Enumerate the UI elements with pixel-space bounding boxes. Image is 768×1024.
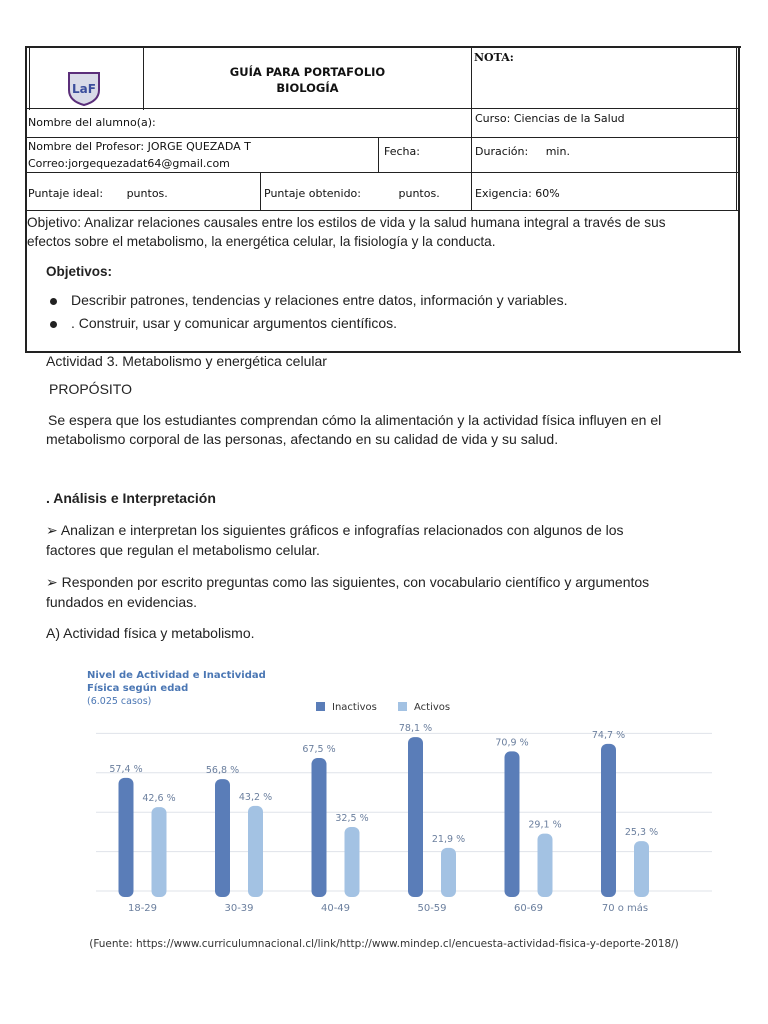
chart-bars [109, 723, 658, 897]
bar-value-label: 42,6 % [142, 793, 176, 805]
puntaje-obtenido-field: Puntaje obtenido: [264, 187, 361, 200]
x-tick-label: 60-69 [513, 903, 544, 914]
bar-value-label: 74,7 % [591, 729, 626, 741]
profesor-field: Nombre del Profesor: JORGE QUEZADA T [28, 140, 251, 153]
chart-note: (6.025 casos) [87, 696, 152, 707]
x-tick-label: 50-59 [417, 903, 447, 914]
exigencia-field: Exigencia: 60% [475, 187, 560, 200]
duracion-unit: min. [545, 145, 570, 158]
curso-field: Curso: Ciencias de la Salud [475, 112, 625, 125]
objetivo-line2: efectos sobre el metabolismo, la energética celular, la fisiología y la conducta. [27, 234, 496, 249]
bar-activos-4 [441, 848, 456, 897]
guide-subject: BIOLOGÍA [276, 81, 339, 95]
bar-value-label: 78,1 % [398, 723, 433, 735]
puntaje-ideal-field: Puntaje ideal: [28, 187, 104, 200]
bar-activos-2 [248, 806, 263, 897]
legend-label: Activos [414, 702, 451, 713]
nota-label: NOTA: [474, 51, 514, 64]
bar-value-label: 29,1 % [528, 819, 562, 831]
bar-value-label: 70,9 % [495, 737, 529, 749]
bar-inactivos-4 [408, 737, 423, 897]
bar-value-label: 25,3 % [624, 827, 659, 839]
x-tick-label: 30-39 [224, 903, 254, 914]
guide-title: GUÍA PARA PORTAFOLIO [229, 65, 386, 79]
bar-value-label: 32,5 % [335, 812, 369, 824]
bar-value-label: 56,8 % [205, 765, 240, 777]
bar-value-label: 43,2 % [238, 791, 273, 803]
bar-activos-5 [538, 834, 553, 897]
chart-subtitle: Física según edad [87, 683, 189, 694]
legend-label: Inactivos [332, 702, 377, 713]
bar-activos-6 [634, 841, 649, 897]
chart-legend [316, 702, 450, 713]
chart-x-labels [128, 902, 648, 914]
chart-title: Nivel de Actividad e Inactividad [87, 670, 266, 681]
proposito-line1: Se espera que los estudiantes comprendan cómo la alimentación y la actividad física influyen en el [48, 412, 662, 428]
fecha-field: Fecha: [384, 145, 420, 158]
objetivos-heading: Objetivos: [46, 264, 113, 279]
bar-inactivos-6 [601, 744, 616, 897]
x-tick-label: 18-29 [127, 903, 158, 914]
activity-chart [0, 660, 768, 960]
analisis-heading: . Análisis e Interpretación [46, 490, 216, 506]
proposito-line2: metabolismo corporal de las personas, afectando en su calidad de vida y su salud. [46, 431, 559, 447]
x-tick-label: 40-49 [320, 903, 351, 914]
point2-line2: fundados en evidencias. [46, 594, 197, 610]
svg-text:LaF: LaF [72, 82, 96, 96]
section-a-heading: A) Actividad física y metabolismo. [46, 625, 255, 641]
objetivo-bullet-1: Describir patrones, tendencias y relaciones entre datos, información y variables. [50, 291, 567, 310]
chart-source: (Fuente: https://www.curriculumnacional.cl/link/http://www.mindep.cl/encuesta-actividad-fisica-y-deporte-2018/) [89, 938, 679, 950]
bar-value-label: 57,4 % [109, 763, 143, 775]
proposito-heading: PROPÓSITO [49, 381, 132, 397]
duracion-field: Duración: [475, 145, 529, 158]
bullet-icon [50, 321, 57, 328]
chart-gridlines [96, 733, 712, 891]
point1-line1: ➢ Analizan e interpretan los siguientes gráficos e infografías relacionados con algunos de los [46, 522, 624, 538]
bar-chart [0, 660, 768, 960]
bar-inactivos-2 [215, 779, 230, 897]
bar-value-label: 67,5 % [302, 744, 336, 756]
table-border-right [738, 46, 740, 352]
bar-value-label: 21,9 % [431, 833, 466, 845]
legend-swatch [398, 702, 407, 711]
bar-inactivos-5 [505, 751, 520, 897]
bar-inactivos-3 [312, 758, 327, 897]
objetivo-line1: Objetivo: Analizar relaciones causales entre los estilos de vida y la salud humana integral a través de sus [27, 215, 666, 230]
bar-inactivos-1 [119, 778, 134, 897]
bullet-icon [50, 298, 57, 305]
alumno-field: Nombre del alumno(a): [28, 116, 156, 129]
x-tick-label: 70 o más [601, 903, 649, 914]
point1-line2: factores que regulan el metabolismo celular. [46, 542, 320, 558]
puntaje-obtenido-unit: puntos. [398, 187, 440, 200]
table-border-top [25, 46, 741, 48]
puntaje-ideal-unit: puntos. [126, 187, 168, 200]
legend-swatch [316, 702, 325, 711]
school-logo [67, 70, 101, 106]
objetivo-bullet-2: . Construir, usar y comunicar argumentos científicos. [50, 314, 397, 333]
correo-field: Correo:jorgequezadat64@gmail.com [28, 157, 230, 170]
table-border-left [25, 46, 27, 352]
bar-activos-3 [345, 827, 360, 897]
bar-activos-1 [152, 807, 167, 897]
point2-line1: ➢ Responden por escrito preguntas como las siguientes, con vocabulario científico y argumentos [46, 574, 650, 590]
actividad-heading: Actividad 3. Metabolismo y energética celular [46, 353, 327, 369]
